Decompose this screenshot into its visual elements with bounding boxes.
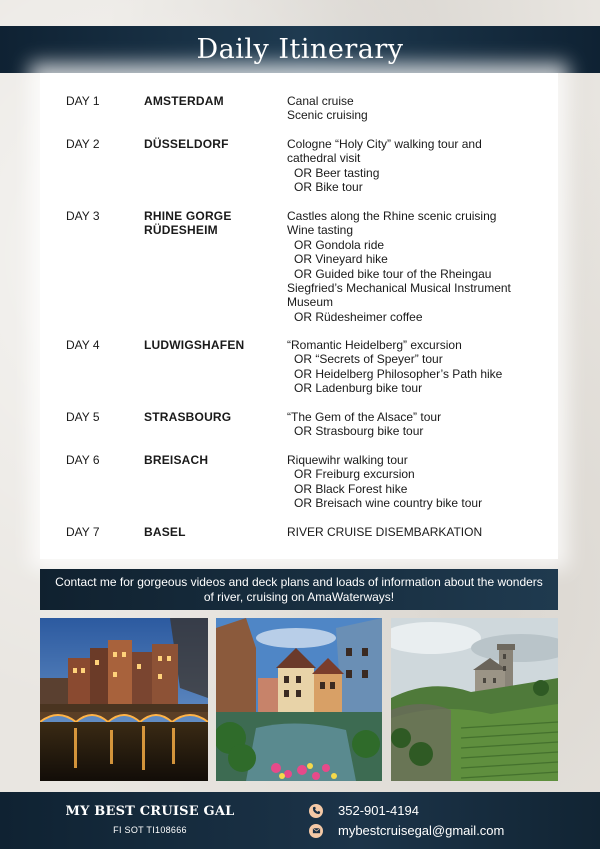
city-name bbox=[144, 94, 274, 108]
city-name-line: RÜDESHEIM bbox=[144, 223, 218, 238]
optional-activity: OR Ladenburg bike tour bbox=[294, 381, 423, 396]
activity-list bbox=[287, 137, 549, 195]
day-label: DAY 2 bbox=[66, 137, 100, 151]
footer bbox=[0, 792, 600, 849]
optional-activity: OR “Secrets of Speyer” tour bbox=[294, 352, 443, 367]
activity: Castles along the Rhine scenic cruising bbox=[287, 209, 497, 223]
activity: Museum bbox=[287, 295, 334, 310]
city-name-line: BASEL bbox=[144, 525, 186, 539]
phone-number[interactable]: 352-901-4194 bbox=[338, 803, 419, 818]
city-name-line: RHINE GORGE bbox=[144, 209, 232, 223]
city-name-line: AMSTERDAM bbox=[144, 94, 224, 108]
page-title: Daily Itinerary bbox=[196, 34, 404, 65]
city-name bbox=[144, 209, 274, 238]
activity-list bbox=[287, 525, 549, 539]
activity: Canal cruise bbox=[287, 94, 354, 108]
optional-activity: OR Heidelberg Philosopher’s Path hike bbox=[294, 366, 503, 381]
optional-activity: OR Vineyard hike bbox=[294, 252, 388, 267]
optional-activity: OR Beer tasting bbox=[294, 165, 380, 180]
city-name-line: BREISACH bbox=[144, 453, 209, 467]
day-label: DAY 5 bbox=[66, 410, 100, 424]
city-name-line: DÜSSELDORF bbox=[144, 137, 229, 151]
activity: Cologne “Holy City” walking tour and bbox=[287, 137, 482, 151]
city-name-line: LUDWIGSHAFEN bbox=[144, 338, 245, 352]
optional-activity: OR Guided bike tour of the Rheingau bbox=[294, 266, 492, 281]
rhine-castle-vineyard-photo bbox=[391, 618, 558, 781]
phone-icon bbox=[309, 804, 323, 818]
city-name bbox=[144, 453, 274, 467]
activity: “Romantic Heidelberg” excursion bbox=[287, 338, 462, 352]
activity-list bbox=[287, 94, 549, 123]
optional-activity: OR Bike tour bbox=[294, 180, 363, 195]
contact-banner-text: Contact me for gorgeous videos and deck plans and loads of information about the wonders of river, cruising on AmaWaterways! bbox=[55, 575, 543, 604]
city-name bbox=[144, 525, 274, 539]
title-bar bbox=[0, 26, 600, 73]
optional-activity: OR Freiburg excursion bbox=[294, 467, 415, 482]
day-label: DAY 1 bbox=[66, 94, 100, 108]
amsterdam-canal-photo bbox=[40, 618, 208, 781]
activity: Siegfried’s Mechanical Musical Instrument bbox=[287, 281, 511, 296]
itinerary-card bbox=[40, 73, 558, 559]
optional-activity: OR Gondola ride bbox=[294, 237, 385, 252]
colmar-canal-village-photo bbox=[216, 618, 382, 781]
activity-list bbox=[287, 209, 549, 324]
email-address[interactable]: mybestcruisegal@gmail.com bbox=[338, 823, 505, 838]
activity: RIVER CRUISE DISEMBARKATION bbox=[287, 525, 483, 539]
email-icon bbox=[309, 824, 323, 838]
city-name-line: STRASBOURG bbox=[144, 410, 232, 424]
brand-name: MY BEST CRUISE GAL bbox=[65, 804, 235, 819]
license-number: FI SOT TI108666 bbox=[113, 825, 187, 835]
city-name bbox=[144, 338, 274, 352]
optional-activity: OR Breisach wine country bike tour bbox=[294, 496, 483, 511]
activity-list bbox=[287, 453, 549, 511]
email-contact[interactable] bbox=[309, 823, 504, 838]
optional-activity: OR Rüdesheimer coffee bbox=[294, 309, 423, 324]
phone-contact[interactable] bbox=[309, 803, 419, 818]
optional-activity: OR Strasbourg bike tour bbox=[294, 424, 424, 439]
day-label: DAY 4 bbox=[66, 338, 100, 352]
contact-banner bbox=[40, 569, 558, 610]
day-label: DAY 7 bbox=[66, 525, 100, 539]
activity: “The Gem of the Alsace” tour bbox=[287, 410, 442, 424]
city-name bbox=[144, 410, 274, 424]
day-label: DAY 3 bbox=[66, 209, 100, 223]
activity-list bbox=[287, 410, 549, 439]
activity: Scenic cruising bbox=[287, 108, 368, 123]
city-name bbox=[144, 137, 274, 151]
activity: Riquewihr walking tour bbox=[287, 453, 408, 467]
activity-list bbox=[287, 338, 549, 396]
day-label: DAY 6 bbox=[66, 453, 100, 467]
activity: Wine tasting bbox=[287, 223, 354, 238]
activity: cathedral visit bbox=[287, 151, 361, 166]
optional-activity: OR Black Forest hike bbox=[294, 481, 408, 496]
